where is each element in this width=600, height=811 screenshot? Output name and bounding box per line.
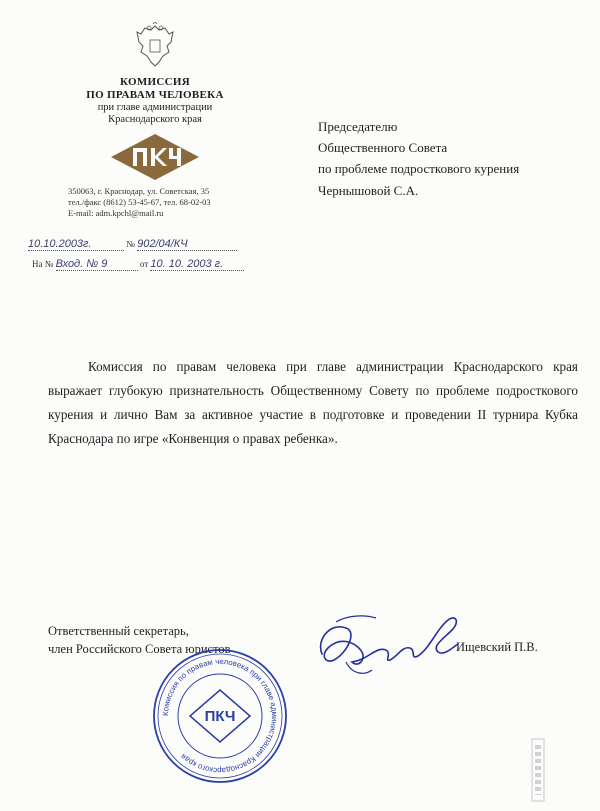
pkch-logo-icon <box>109 132 201 182</box>
reg-no-label: № <box>126 239 135 249</box>
coat-of-arms-icon <box>133 22 177 68</box>
ref-number: Вход. № 9 <box>56 258 138 271</box>
addressee-name: Чернышовой С.А. <box>318 183 419 198</box>
addressee-line2: Общественного Совета <box>318 140 448 155</box>
org-email: E-mail: adm.kpchl@mail.ru <box>68 208 164 218</box>
stamp-center-text: ПКЧ <box>204 708 236 725</box>
stamp-ring-text: Комиссия по правам человека при главе администрации Краснодарского края <box>160 656 280 776</box>
ref-from-label: от <box>139 259 149 269</box>
reference-line <box>32 258 272 271</box>
org-phone: тел./факс (8612) 53-45-67, тел. 68-02-03 <box>68 197 211 207</box>
addressee-line3: по проблеме подросткового курения <box>318 161 520 176</box>
signer-name: Ищевский П.В. <box>456 640 538 654</box>
letterhead <box>60 22 250 219</box>
addressee-block <box>318 116 519 179</box>
reg-number: 902/04/КЧ <box>137 238 237 251</box>
signer-title-line2: член Российского Совета юристов <box>48 642 231 656</box>
reg-date: 10.10.2003г. <box>28 238 124 251</box>
org-address: 350063, г. Краснодар, ул. Советская, 35 <box>68 186 210 196</box>
org-name-line2: ПО ПРАВАМ ЧЕЛОВЕКА <box>86 89 224 101</box>
addressee-line1: Председателю <box>318 119 398 134</box>
org-name-line4: Краснодарского края <box>108 114 202 125</box>
org-name-line3: при главе администрации <box>97 102 213 113</box>
handwritten-signature <box>306 602 466 692</box>
official-stamp <box>150 646 290 786</box>
letter-body: Комиссия по правам человека при главе администрации Краснодарского края выражает глубокую признательность Общественному Совету по проблеме подросткового курения и лично Вам за активное участие в подготовке и проведении II турнира Кубка Краснодара по игре «Конвенция о правах ребенка». <box>48 359 578 446</box>
org-name-line1: КОМИССИЯ <box>120 76 190 88</box>
signer-title-line1: Ответственный секретарь, <box>48 624 189 638</box>
page-edge-mark <box>528 735 548 805</box>
ref-date: 10. 10. 2003 г. <box>150 258 244 271</box>
registration-line <box>28 238 268 251</box>
ref-prefix: На № <box>32 259 54 269</box>
